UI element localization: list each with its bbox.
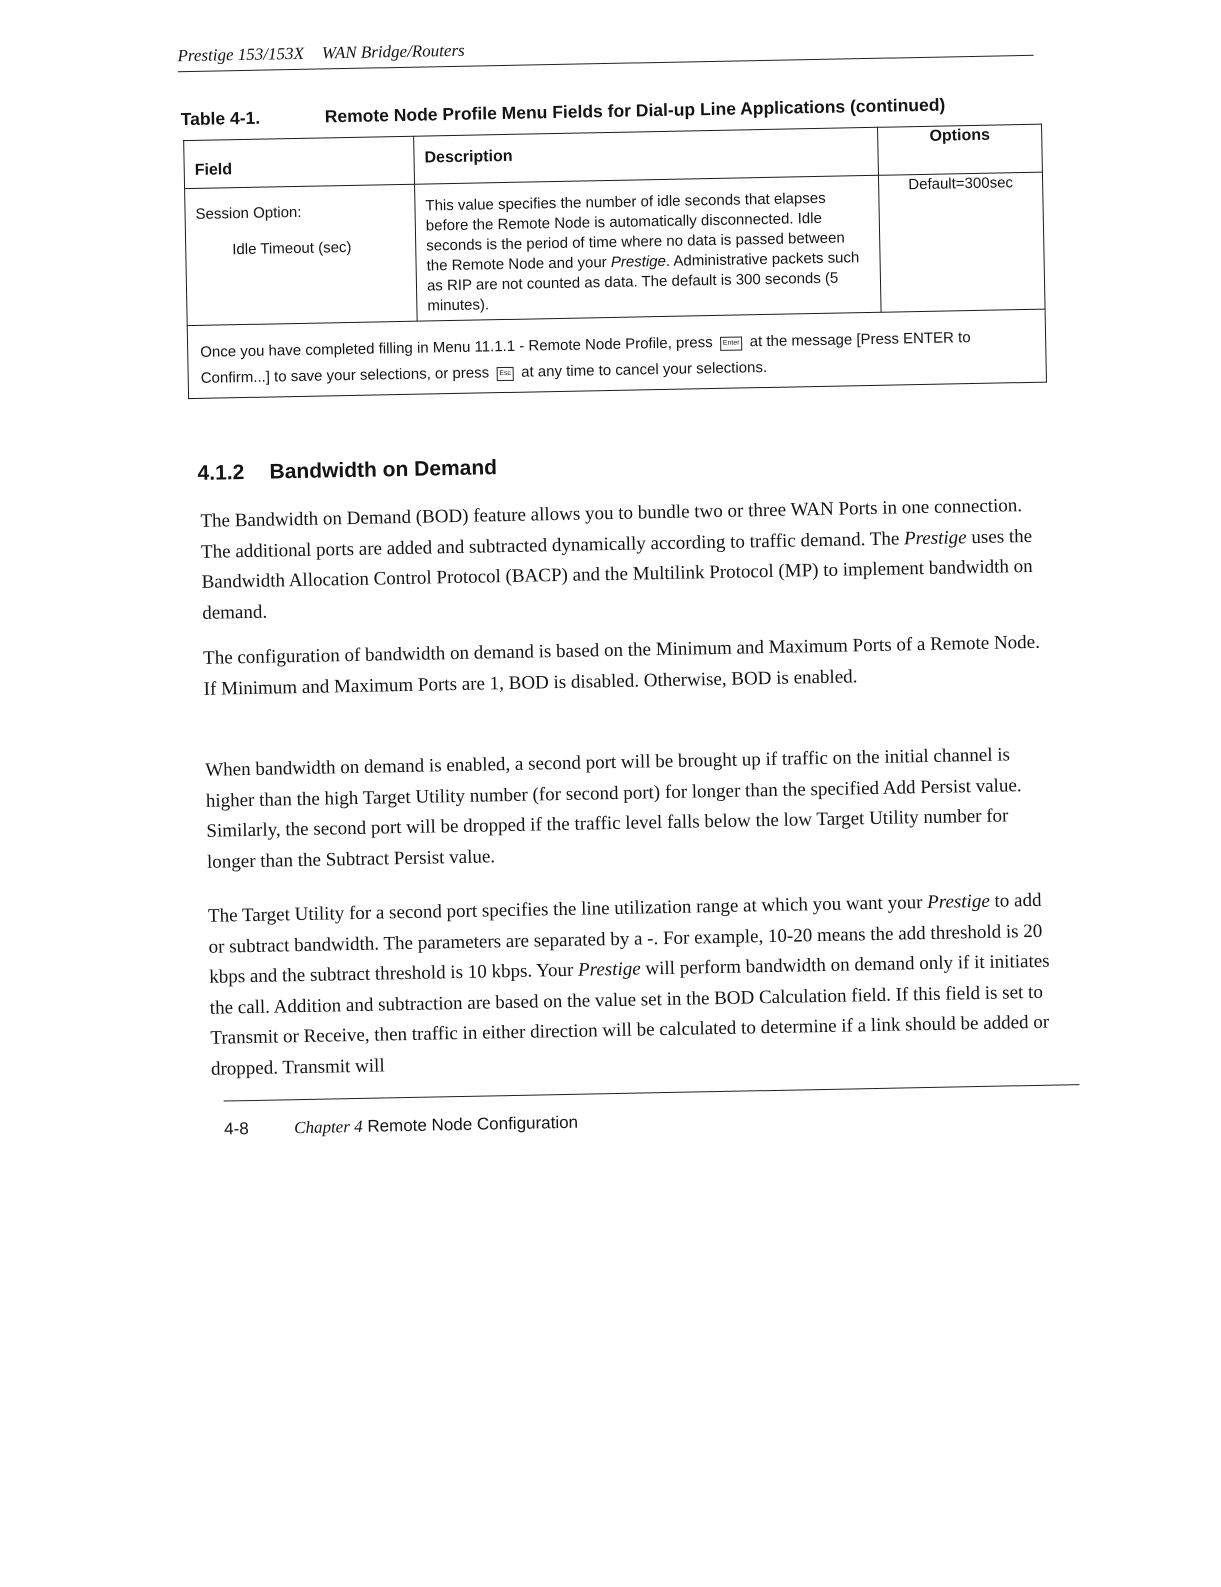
footer-chapter-title: Remote Node Configuration bbox=[367, 1112, 579, 1136]
paragraph-text: The Bandwidth on Demand (BOD) feature allows you to bundle two or three WAN Ports in one connection. The additional ports are added and subtracted dynamically according to traffic demand. The bbox=[200, 495, 1023, 563]
product-name: Prestige bbox=[577, 958, 641, 981]
section-title: Bandwidth on Demand bbox=[269, 456, 498, 484]
header-product: Prestige 153/153X bbox=[177, 43, 305, 66]
column-header-field: Field bbox=[184, 136, 415, 188]
table-caption bbox=[181, 95, 946, 131]
description-text: This value specifies the number of idle seconds that elapses before the Remote Node is automatically disconnected. Idle seconds is the period of time where no data is passed between the Remote Node and your bbox=[425, 189, 845, 275]
paragraph-bod-intro bbox=[200, 491, 1050, 629]
remote-node-fields-table bbox=[183, 124, 1047, 399]
note-text-end: at any time to cancel your selections. bbox=[520, 358, 768, 381]
header-subtitle: WAN Bridge/Routers bbox=[321, 40, 465, 63]
footer-rule bbox=[224, 1084, 1080, 1101]
table-title: Remote Node Profile Menu Fields for Dial-up Line Applications (continued) bbox=[324, 94, 946, 127]
paragraph-bod-config: The configuration of bandwidth on demand is based on the Minimum and Maximum Ports of a Remote Node. If Minimum and Maximum Ports are 1, BOD is disabled. Otherwise, BOD is enabled. bbox=[202, 631, 1041, 700]
running-header bbox=[177, 30, 1033, 72]
subfield-name: Idle Timeout (sec) bbox=[232, 238, 352, 259]
column-header-options: Options bbox=[878, 124, 1043, 175]
description-text-cont: . Administrative packets such as RIP are not counted as data. The default is 300 seconds (5 minutes). bbox=[426, 249, 860, 315]
paragraph-text: The Target Utility for a second port specifies the line utilization range at which you want your bbox=[207, 892, 923, 927]
table-note bbox=[187, 309, 1046, 398]
paragraph-bod-enabled: When bandwidth on demand is enabled, a second port will be brought up if traffic on the initial channel is higher than the high Target Utility number (for second port) for longer than the specified Add Persist value. Similarly, the second port will be dropped if the traffic level falls below the low Target Utility number for longer than the Subtract Persist value. bbox=[205, 744, 1022, 873]
paragraph-text: will perform bandwidth on demand only if it initiates the call. Addition and subtraction are based on the value set in the BOD Calculation field. If this field is set to Transmit or Receive, then traffic in either direction will be calculated to determine if a link should be added or dropped. Transmit will bbox=[209, 950, 1050, 1080]
table-row bbox=[185, 172, 1045, 325]
page-number: 4-8 bbox=[223, 1119, 249, 1139]
section-number: 4.1.2 bbox=[197, 461, 245, 485]
product-name: Prestige bbox=[903, 526, 967, 549]
section-heading bbox=[197, 456, 497, 486]
column-header-description: Description bbox=[414, 127, 879, 184]
footer-chapter-word: Chapter 4 bbox=[293, 1116, 363, 1138]
esc-key-icon: Esc bbox=[496, 367, 514, 381]
note-text-cont: at the message [Press ENTER to Confirm...] to save your selections, or press bbox=[200, 329, 971, 387]
enter-key-icon: Enter bbox=[720, 336, 743, 350]
field-cell bbox=[185, 184, 418, 325]
field-name: Session Option: bbox=[195, 203, 302, 223]
product-name: Prestige bbox=[926, 890, 990, 913]
note-text: Once you have completed filling in Menu 11.1.1 - Remote Node Profile, press bbox=[200, 334, 713, 361]
product-name: Prestige bbox=[610, 252, 667, 271]
description-cell bbox=[415, 175, 882, 321]
paragraph-text: uses the Bandwidth Allocation Control Protocol (BACP) and the Multilink Protocol (MP) to implement bandwidth on demand. bbox=[201, 525, 1033, 624]
options-cell: Default=300sec bbox=[878, 172, 1045, 312]
table-note-row bbox=[187, 309, 1046, 398]
paragraph-text: to add or subtract bandwidth. The parameters are separated by a -. For example, 10-20 means the add threshold is 20 kbps and the subtract threshold is 10 kbps. Your bbox=[208, 889, 1043, 988]
paragraph-target-utility bbox=[208, 886, 1059, 1085]
page-footer bbox=[224, 1113, 578, 1140]
table-number: Table 4-1. bbox=[180, 107, 261, 130]
